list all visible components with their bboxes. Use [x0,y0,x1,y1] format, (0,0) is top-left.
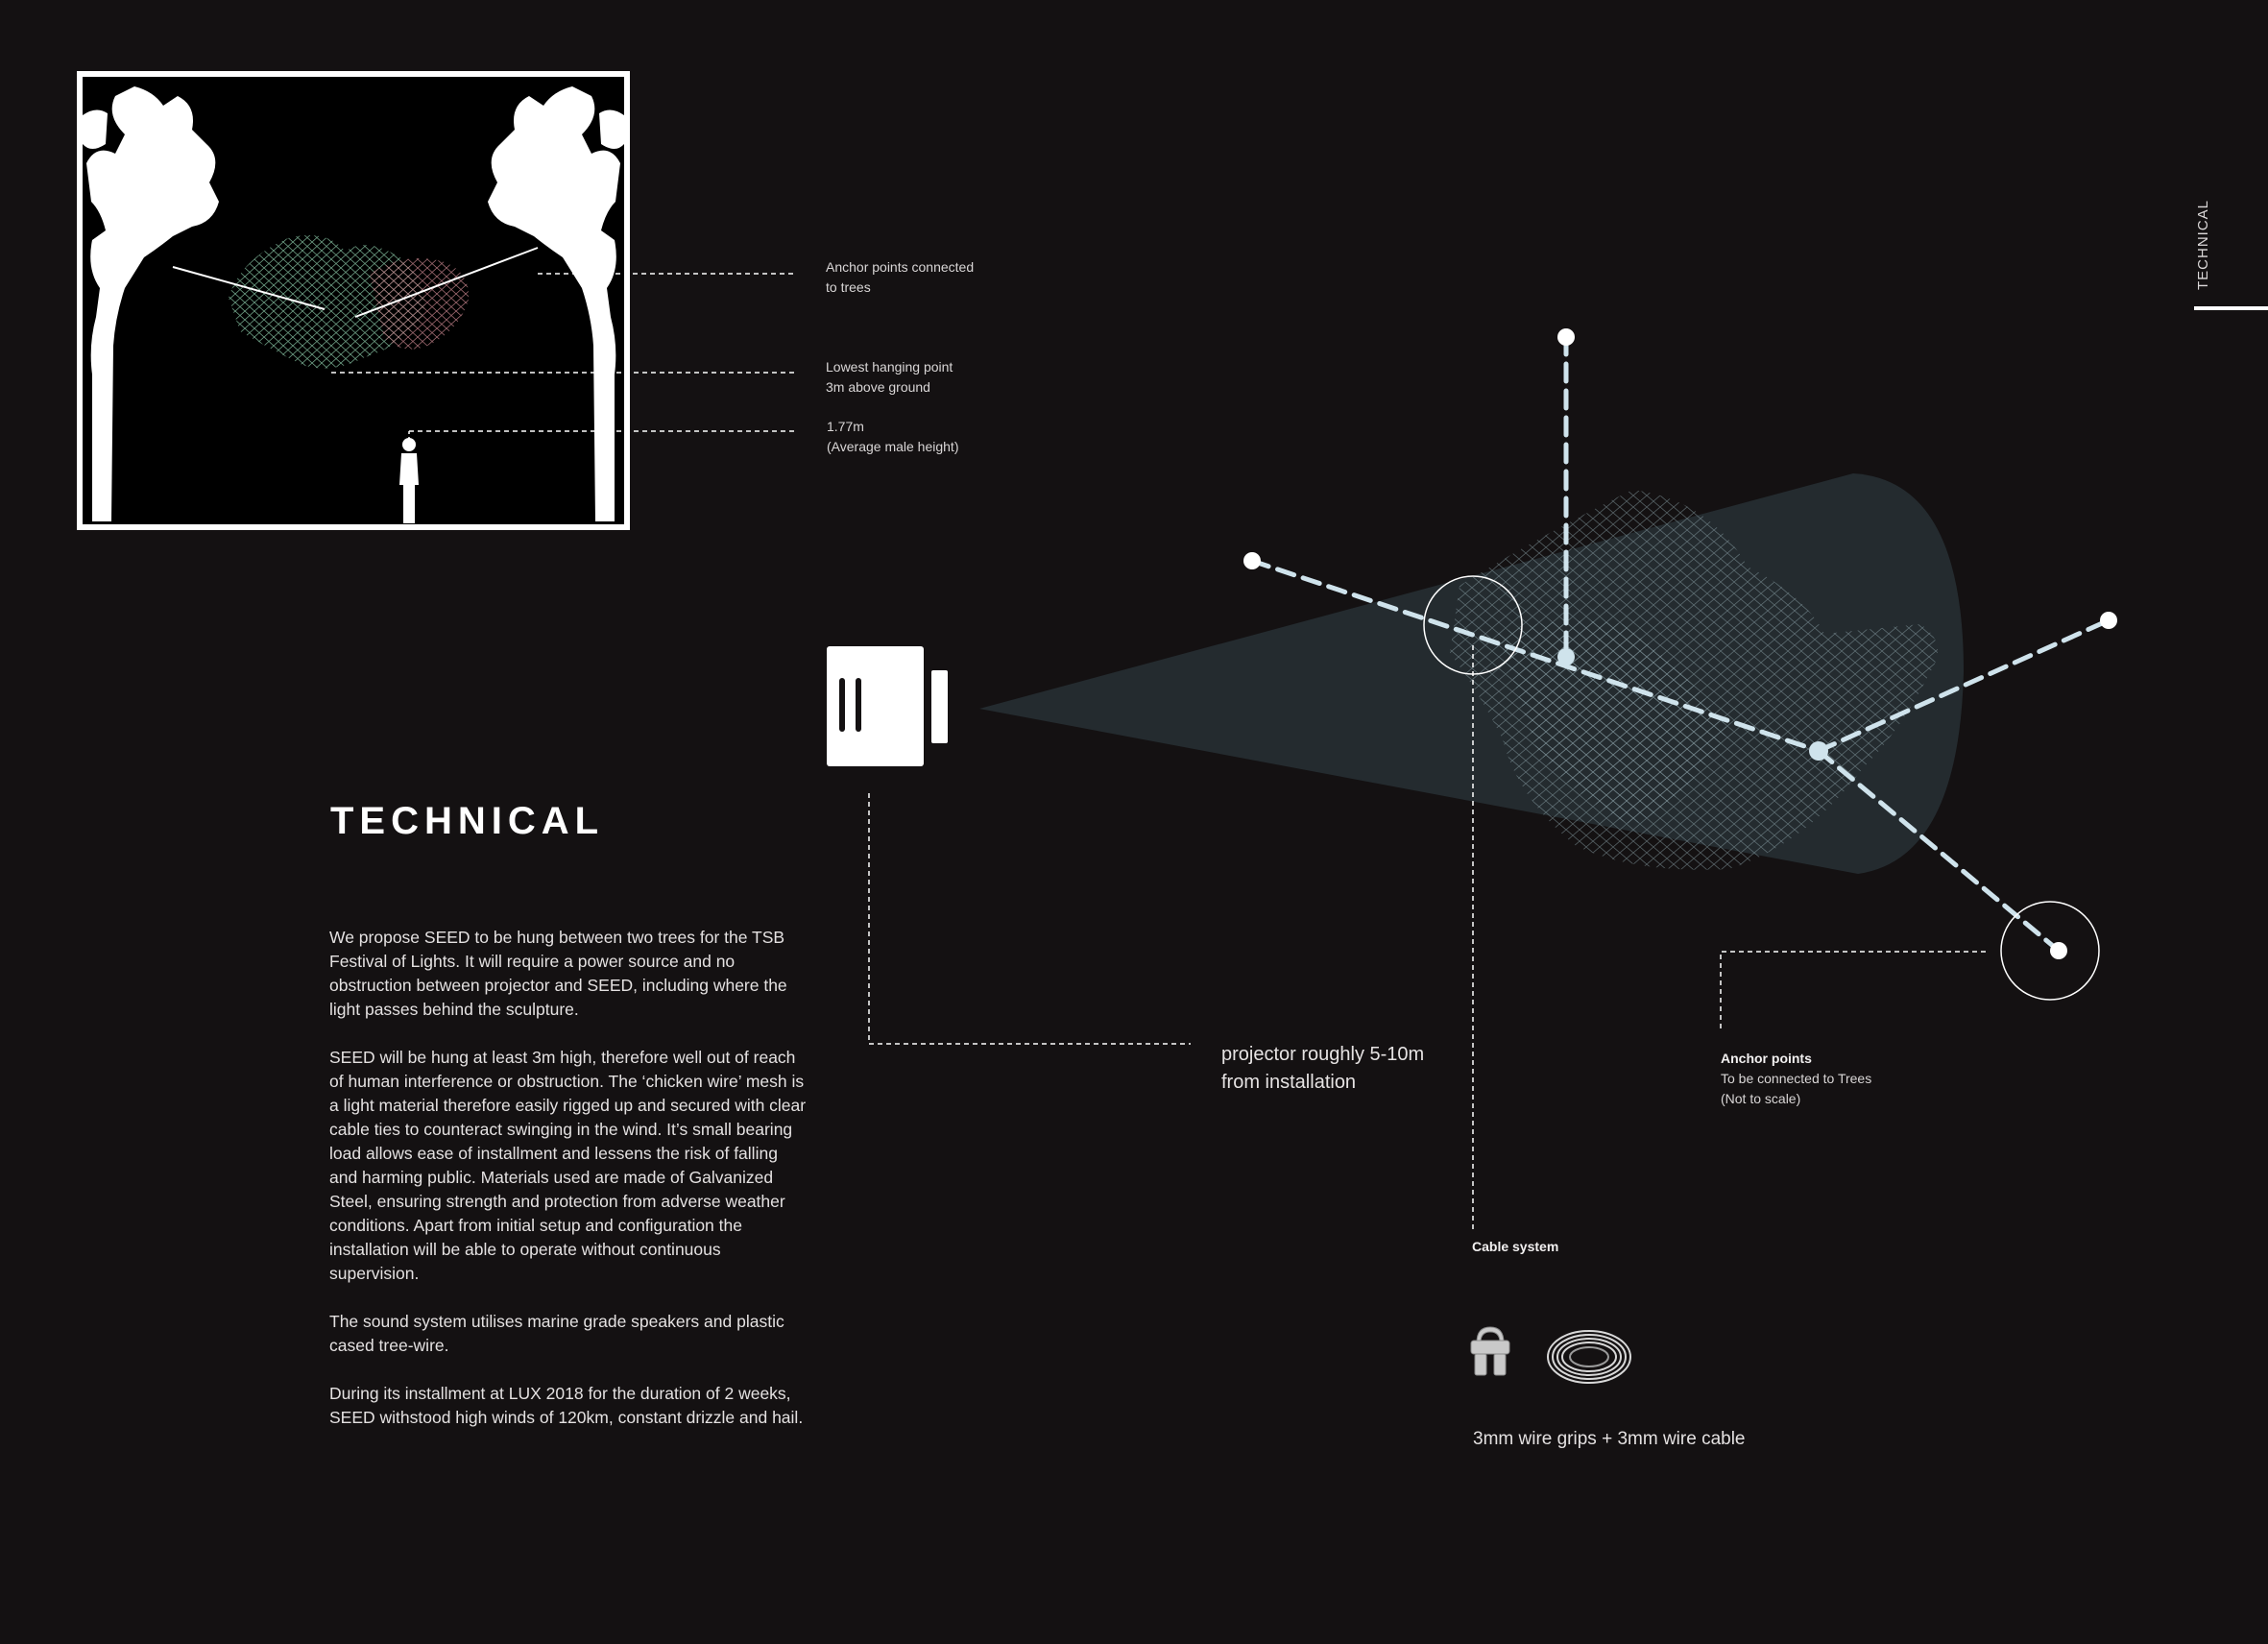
projector-icon [827,646,948,766]
anchor-node-left [1243,552,1261,569]
body-paragraph-3: The sound system utilises marine grade speakers and plastic cased tree-wire. [329,1312,784,1355]
anchor-points-note-line2: to trees [826,279,871,295]
person-height-note-line1: 1.77m [827,419,864,434]
anchor-points-plan-note [1721,1049,1871,1109]
anchor-node-top [1557,328,1575,346]
body-paragraph-2: SEED will be hung at least 3m high, therefore well out of reach of human interference or obstruction. The ‘chicken wire’ mesh is a light material therefore easily rigged up and secured with clear cable ties to counteract swinging in the wind. It’s small bearing load allows ease of installment and lessens the risk of falling and harming public. Materials used are made of Galvanized Steel, ensuring strength and protection from adverse weather conditions. Apart from initial setup and configuration the installation will be able to operate without continuous supervision. [329,1048,807,1283]
anchor-points-plan-line1: To be connected to Trees [1721,1071,1872,1086]
anchor-points-plan-title: Anchor points [1721,1051,1812,1066]
junction-node-b [1809,741,1828,761]
leader-projector-distance [869,793,1191,1044]
body-paragraph-4: During its installment at LUX 2018 for the duration of 2 weeks, SEED withstood high winds of 120km, constant drizzle and hail. [329,1384,804,1427]
cable-system-title: Cable system [1472,1239,1559,1254]
cable-system-caption: 3mm wire grips + 3mm wire cable [1473,1429,1746,1449]
junction-node-a [1557,648,1575,665]
lowest-point-note [826,357,953,398]
side-tab-label[interactable]: TECHNICAL [2195,199,2211,290]
leader-anchor-points-plan [1721,952,1986,1032]
wire-grip-icon [1471,1327,1509,1375]
lowest-point-note-line1: Lowest hanging point [826,359,953,375]
lowest-point-note-line2: 3m above ground [826,379,930,395]
anchor-node-right [2100,612,2117,629]
projector-distance-line2: from installation [1221,1072,1357,1093]
page-title: TECHNICAL [330,800,605,842]
person-height-note [827,417,958,457]
anchor-points-note [826,257,974,298]
body-text [329,926,809,1430]
projection-plan [827,473,1964,1044]
projector-distance-line1: projector roughly 5-10m [1221,1044,1425,1065]
anchor-points-plan-line2: (Not to scale) [1721,1091,1801,1106]
projector-distance-note [1221,1041,1424,1097]
elevation-drawing [80,74,797,527]
anchor-node-lower [2050,942,2067,959]
anchor-points-note-line1: Anchor points connected [826,259,975,275]
person-height-note-line2: (Average male height) [827,439,959,454]
wire-coil-icon [1548,1331,1630,1383]
body-paragraph-1: We propose SEED to be hung between two trees for the TSB Festival of Lights. It will require a power source and no obstruction between projector and SEED, including where the light passes behind the sculpture. [329,928,787,1019]
